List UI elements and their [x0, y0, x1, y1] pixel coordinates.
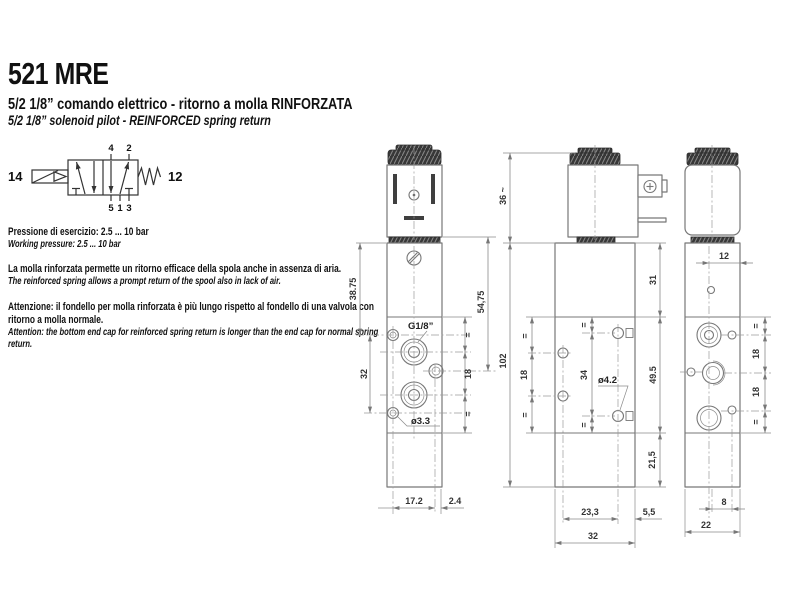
connector-tab [638, 218, 666, 222]
dim-32-front [359, 335, 370, 413]
note-spring-it: La molla rinforzata permette un ritorno efficace della spola anche in assenza di aria. [8, 262, 342, 275]
svg-text:54,75: 54,75 [476, 290, 486, 314]
svg-text:G1/8”: G1/8” [408, 321, 434, 332]
technical-drawings [330, 140, 800, 560]
dim-eq-18-18-eq-back [751, 317, 765, 433]
solenoid-coil-back [685, 165, 740, 235]
svg-text:49.5: 49.5 [648, 366, 658, 384]
port-label-3: 3 [126, 203, 132, 214]
svg-text:21,5: 21,5 [647, 451, 657, 469]
svg-text:=: = [463, 411, 473, 417]
side-view [498, 145, 667, 548]
dim-eq-18-eq-side [519, 317, 532, 433]
dim-23-3 [563, 507, 618, 519]
svg-text:5,5: 5,5 [642, 507, 656, 517]
svg-text:23,3: 23,3 [581, 507, 599, 517]
dim-102 [498, 243, 510, 487]
pneumatic-symbol [0, 135, 210, 225]
svg-text:18: 18 [519, 369, 529, 381]
dim-2-4 [441, 496, 464, 508]
svg-text:32: 32 [587, 531, 599, 541]
spring-return-symbol [138, 168, 161, 185]
pilot-label-12: 12 [168, 169, 183, 184]
svg-text:=: = [463, 332, 473, 338]
svg-text:18: 18 [751, 348, 761, 360]
manual-override-cap-back [687, 153, 738, 165]
electrical-connector [638, 175, 667, 197]
port-label-1: 1 [117, 203, 123, 214]
svg-text:31: 31 [648, 274, 658, 286]
note-warning-it: Attenzione: il fondello per molla rinforzata è più lungo rispetto al fondello di una valvola con ritorno a molla normale. [8, 301, 375, 326]
page-title: 521 MRE [8, 56, 109, 91]
subtitle-english: 5/2 1/8” solenoid pilot - REINFORCED spring return [8, 113, 271, 128]
port-label-4: 4 [108, 143, 114, 154]
solenoid-coil-side [568, 165, 638, 237]
valve-body-side [555, 243, 635, 487]
dim-eq-18-eq-front [463, 317, 473, 433]
svg-text:12: 12 [718, 251, 730, 261]
manual-override-cap [388, 150, 441, 165]
svg-text:ø4.2: ø4.2 [598, 375, 618, 386]
svg-text:ø3.3: ø3.3 [411, 416, 431, 427]
port-label-5: 5 [108, 203, 114, 214]
svg-text:=: = [520, 333, 530, 339]
dim-5-5 [635, 507, 662, 519]
svg-text:102: 102 [498, 353, 508, 369]
dim-32-side [555, 531, 635, 543]
port-label-2: 2 [126, 143, 132, 154]
svg-text:=: = [579, 422, 589, 428]
note-spring-en: The reinforced spring allows a prompt return of the spool also in lack of air. [8, 275, 281, 287]
svg-text:=: = [579, 322, 589, 328]
svg-text:22: 22 [700, 520, 712, 530]
svg-text:34: 34 [579, 369, 589, 381]
svg-text:=: = [751, 419, 761, 425]
pilot-label-14: 14 [8, 169, 23, 184]
solenoid-pilot-symbol [32, 170, 68, 183]
svg-text:18: 18 [463, 368, 473, 380]
svg-text:=: = [751, 323, 761, 329]
notes-block [8, 226, 380, 350]
dim-31-49-5-21-5 [647, 243, 660, 487]
svg-text:38.75: 38.75 [348, 277, 358, 301]
svg-text:32: 32 [359, 368, 369, 380]
front-view [348, 145, 496, 514]
note-pressure-en: Working pressure: 2.5 ... 10 bar [8, 239, 121, 250]
svg-text:36 ~: 36 ~ [498, 187, 508, 205]
dim-17-2 [378, 496, 435, 508]
dim-22 [685, 520, 740, 532]
svg-text:18: 18 [751, 386, 761, 398]
dim-38-75 [348, 243, 360, 335]
dim-36 [498, 153, 510, 243]
note-pressure-it: Pressione di esercizio: 2.5 ... 10 bar [8, 226, 149, 238]
dim-54-75 [476, 237, 488, 371]
valve-body-symbol [68, 154, 138, 201]
svg-text:8: 8 [721, 497, 727, 507]
subtitle-italian: 5/2 1/8” comando elettrico - ritorno a molla RINFORZATA [8, 96, 353, 113]
note-warning-en: Attention: the bottom end cap for reinforced spring return is longer than the end cap for normal spring return. [8, 327, 379, 350]
back-view [680, 145, 771, 537]
dim-8 [699, 497, 745, 509]
svg-text:17.2: 17.2 [405, 496, 423, 506]
svg-text:2.4: 2.4 [448, 496, 462, 506]
svg-text:=: = [520, 412, 530, 418]
